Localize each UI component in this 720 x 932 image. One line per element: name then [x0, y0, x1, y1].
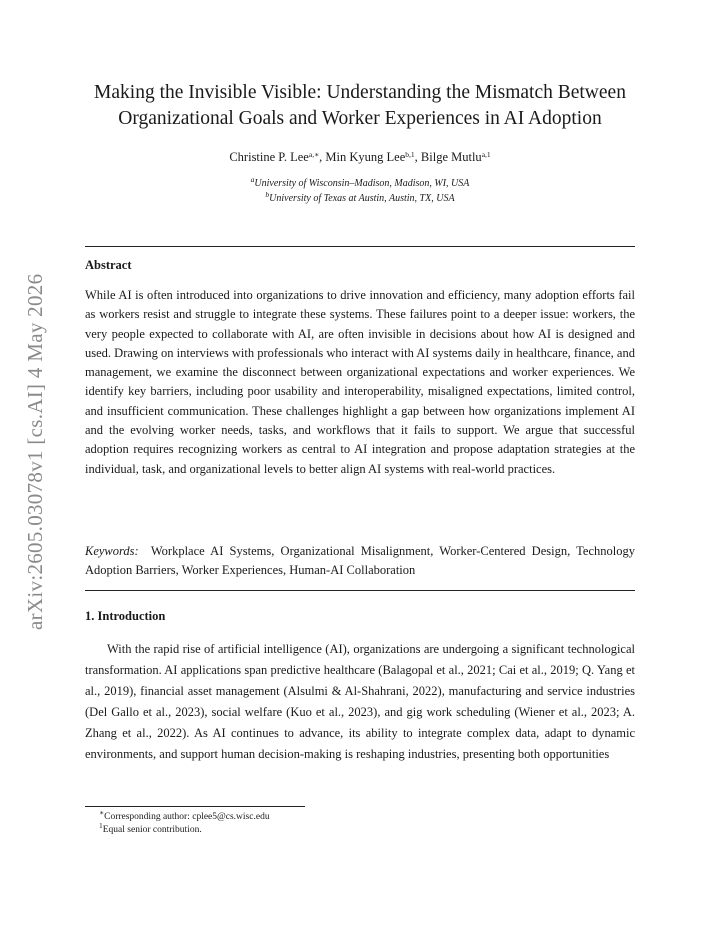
affiliation: $^a$University of Wisconsin–Madison, Madison, WI, USA: [250, 175, 470, 189]
arxiv-identifier: arXiv:2605.03078v1 [cs.AI] 4 May 2026: [23, 273, 47, 631]
author: Christine P. Lee$^{a,∗}$,: [229, 150, 326, 164]
abstract-text: While AI is often introduced into organizations to drive innovation and efficiency, many adoption efforts fail as workers resist and struggle to integrate these systems. These failures point to a deeper issue: workers, the very people expected to collaborate with AI, are often invisible in decisions about how AI is designed and used. Drawing on interviews with professionals who interact with AI systems daily in healthcare, finance, and management, we examine the disconnect between organizational expectations and worker experiences. We identify key barriers, including poor usability and interoperability, misaligned expectations, limited control, and insufficient communication. These challenges highlight a gap between how organizations implement AI and the evolving worker needs, tasks, and workflows that it fails to support. We argue that successful adoption requires recognizing workers as central to AI integration and propose adaptation strategies at the individual, task, and organizational levels to better align AI systems with real-world practices.: [85, 288, 635, 476]
keywords-label: Keywords:: [85, 544, 139, 558]
divider: [85, 590, 635, 591]
divider: [85, 246, 635, 247]
author: Min Kyung Lee$^{b,1}$,: [325, 150, 421, 164]
author: Bilge Mutlu$^{a,1}$: [420, 150, 491, 164]
footnote: ∗Corresponding author: cplee5@cs.wisc.edu: [99, 808, 270, 822]
keywords: [85, 542, 635, 581]
footnote-divider: [85, 806, 305, 807]
paper-title: Making the Invisible Visible: Understanding the Mismatch Between Organizational Goals and Worker Experiences in AI Adoption: [94, 82, 626, 129]
keywords-text: Workplace AI Systems, Organizational Misalignment, Worker-Centered Design, Technology Adoption Barriers, Worker Experiences, Human-AI Collaboration: [85, 544, 636, 578]
affiliation: $^b$University of Texas at Austin, Austin, TX, USA: [265, 190, 455, 204]
section-heading: 1. Introduction: [85, 609, 166, 623]
footnote: $^1$Equal senior contribution.: [99, 821, 202, 835]
author-list: [85, 148, 635, 166]
abstract-heading: Abstract: [85, 258, 132, 272]
section-paragraph: With the rapid rise of artificial intelligence (AI), organizations are undergoing a significant technological transformation. AI applications span predictive healthcare (Balagopal et al., 2021; Cai et al., 2019; Q. Yang et al., 2019), financial asset management (Alsulmi & Al-Shahrani, 2022), manufacturing and service industries (Del Gallo et al., 2023), social welfare (Kuo et al., 2023), and gig work scheduling (Wiener et al., 2023; A. Zhang et al., 2022). As AI continues to advance, its ability to integrate complex data, adapt to dynamic environments, and support human decision-making is reshaping industries, presenting both opportunities: [85, 642, 635, 761]
